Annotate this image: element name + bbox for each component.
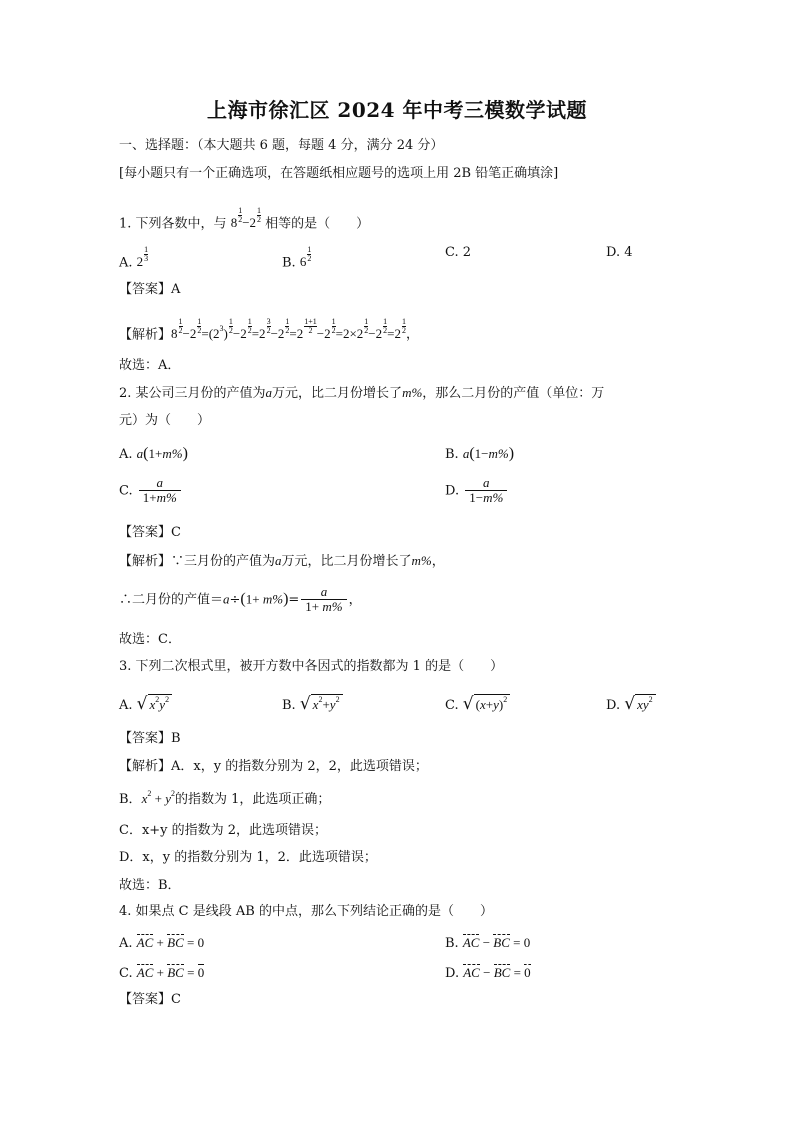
fraction-denominator: 1+m% xyxy=(139,490,181,505)
option-label: B. xyxy=(282,255,296,271)
analysis-math: 1+ xyxy=(245,591,263,607)
fraction-denominator: 1+ m% xyxy=(301,599,346,614)
sqrt-icon: √ xyxy=(462,694,474,714)
analysis-math: $x^2 + y^2$ xyxy=(141,789,175,806)
analysis-text: ÷ xyxy=(229,592,241,608)
fraction-numerator: a xyxy=(483,475,490,490)
option-math: m% xyxy=(488,446,509,461)
q3-analysis-c: C．x+y 的指数为 2，此选项错误； xyxy=(119,823,328,838)
analysis-label: 【解析】 xyxy=(119,759,172,774)
q1-option-d: D. 4 xyxy=(606,245,633,260)
q4-answer: 【答案】C xyxy=(119,992,181,1007)
option-label: D. xyxy=(606,698,621,713)
page-title: 上海市徐汇区 2024 年中考三模数学试题 xyxy=(206,98,588,122)
option-label: C. xyxy=(119,483,133,499)
q3-answer: 【答案】B xyxy=(119,731,181,746)
option-math: m% xyxy=(162,446,183,461)
analysis-label: 【解析】 xyxy=(119,327,172,343)
fraction-numerator: a xyxy=(156,475,164,490)
option-label: D. xyxy=(445,483,460,499)
option-label: A. xyxy=(119,447,133,462)
q2-stem-end: ，那么二月份的产值（单位：万 xyxy=(422,386,605,401)
var-a: a xyxy=(223,591,230,607)
option-math: AC − BC = 0 xyxy=(463,965,531,980)
q3-option-b xyxy=(282,694,343,713)
option-math: $xy^2$ xyxy=(635,694,656,711)
q2-conclusion: 故选：C． xyxy=(119,632,181,647)
option-label: C. xyxy=(445,698,459,713)
var-a: a xyxy=(265,385,273,400)
q1-stem-text-end: 相等的是（ ） xyxy=(265,216,370,232)
option-math: 1+ xyxy=(148,446,163,461)
sqrt-icon: √ xyxy=(624,694,636,714)
option-label: A. xyxy=(119,698,133,713)
var-m-percent: m% xyxy=(402,385,423,400)
option-math: $(x+y)^2$ xyxy=(474,694,511,711)
analysis-fraction xyxy=(301,585,346,615)
fraction-denominator: 1−m% xyxy=(465,490,507,505)
analysis-math: m% xyxy=(262,591,284,607)
q1-analysis xyxy=(119,318,419,341)
q3-option-d xyxy=(606,694,656,713)
option-label: A. xyxy=(119,936,133,951)
q3-conclusion: 故选：B． xyxy=(119,878,181,893)
q3-analysis-a xyxy=(119,760,428,773)
option-math: $x^2+y^2$ xyxy=(311,694,343,711)
sqrt-icon: √ xyxy=(136,694,148,714)
var-a: a xyxy=(275,553,282,568)
option-label: C. xyxy=(119,966,133,981)
q4-option-d xyxy=(445,966,531,980)
q1-conclusion: 故选：A． xyxy=(119,358,181,373)
option-math: AC + BC = 0 xyxy=(136,935,205,950)
fraction-numerator: a xyxy=(320,584,328,599)
analysis-label: 【解析】 xyxy=(119,554,172,569)
q2-option-a xyxy=(119,446,188,462)
q2-answer: 【答案】C xyxy=(119,525,181,540)
option-math: 1− xyxy=(474,446,489,461)
option-fraction xyxy=(139,476,181,506)
q1-analysis-math: 8 $\frac{1}{2}$ −2 $\frac{1}{2}$ $=(2^3)$ $\frac{1}{2}$ −2 $\frac{1}{2}$ =2 $\frac{3}{2}$ −2 $\frac{1}{2}$ =2 $\frac{1+1}{2}$ −2 $\frac{1}{2}$ =2×2 $\frac{1}{2}$ −2 $\frac{1}{2}$ =2 $\frac{1}{2}$ ， xyxy=(171,317,419,342)
var-m-percent: m% xyxy=(411,553,432,568)
analysis-math: ( xyxy=(240,590,246,608)
option-math: AC − BC = 0 xyxy=(462,935,531,950)
option-math: a xyxy=(462,446,470,461)
q4-stem: 4. 如果点 C 是线段 AB 的中点，那么下列结论正确的是（ ） xyxy=(119,904,493,919)
q2-stem-line2: 元）为（ ） xyxy=(119,413,211,428)
section-heading: 一、选择题：（本大题共 6 题，每题 4 分，满分 24 分） xyxy=(119,138,444,153)
q2-stem-mid: 万元，比二月份增长了 xyxy=(272,386,403,401)
analysis-text: 的指数为 1，此选项正确； xyxy=(174,792,331,807)
analysis-math: = xyxy=(288,592,300,608)
option-fraction xyxy=(465,476,507,506)
q2-analysis-line2 xyxy=(119,585,362,615)
option-math: ) xyxy=(182,445,188,462)
sqrt-icon: √ xyxy=(299,694,311,714)
analysis-text: ， xyxy=(431,554,445,569)
option-math: 2 $\frac{1}{3}$ xyxy=(136,245,149,270)
q2-stem-text: 2. 某公司三月份的产值为 xyxy=(119,386,266,401)
q1-option-b xyxy=(282,246,311,269)
q3-option-a xyxy=(119,694,172,713)
option-math: AC + BC = 0 xyxy=(136,965,205,980)
q4-option-b xyxy=(445,936,530,950)
option-math: 6 $\frac{1}{2}$ xyxy=(299,245,312,270)
option-math: a xyxy=(136,446,144,461)
q1-option-a xyxy=(119,246,148,269)
q1-stem-text: 1. 下列各数中，与 xyxy=(119,216,227,232)
q3-stem: 3. 下列二次根式里，被开方数中各因式的指数都为 1 的是（ ） xyxy=(119,659,504,674)
option-math: ( xyxy=(469,445,475,462)
option-label: B. xyxy=(445,447,459,462)
option-label: B. xyxy=(282,698,296,713)
q4-option-a xyxy=(119,936,204,950)
q3-analysis-b xyxy=(119,790,330,806)
option-math: $x^2y^2$ xyxy=(148,694,173,711)
analysis-math: ) xyxy=(283,590,289,608)
q1-stem xyxy=(119,207,369,230)
q2-stem-line1 xyxy=(119,386,604,400)
analysis-text: A．x，y 的指数分别为 2，2，此选项错误； xyxy=(171,759,428,774)
q1-expression: 8 $\frac{1}{2}$ −2 $\frac{1}{2}$ xyxy=(230,206,262,231)
analysis-text: B． xyxy=(119,792,142,807)
analysis-text: ∵三月份的产值为 xyxy=(171,554,276,569)
analysis-text: ∴二月份的产值＝ xyxy=(119,592,224,608)
q2-analysis-line1 xyxy=(119,554,445,568)
analysis-text: ， xyxy=(348,592,362,608)
instruction-text: [每小题只有一个正确选项，在答题纸相应题号的选项上用 2B 铅笔正确填涂] xyxy=(119,166,559,181)
option-label: A. xyxy=(119,255,133,271)
analysis-text: 万元，比二月份增长了 xyxy=(281,554,412,569)
option-math: ( xyxy=(143,445,149,462)
q3-option-c xyxy=(445,694,510,713)
option-math: ) xyxy=(508,445,515,462)
q2-option-b xyxy=(445,446,514,462)
q2-option-d xyxy=(445,476,509,506)
q2-option-c xyxy=(119,476,183,506)
q3-analysis-d: D．x，y 的指数分别为 1，2．此选项错误； xyxy=(119,850,377,865)
q1-answer: 【答案】A xyxy=(119,282,181,297)
q4-option-c xyxy=(119,966,204,980)
option-label: D. xyxy=(445,966,460,981)
option-label: B. xyxy=(445,936,459,951)
q1-option-c: C. 2 xyxy=(445,245,472,260)
